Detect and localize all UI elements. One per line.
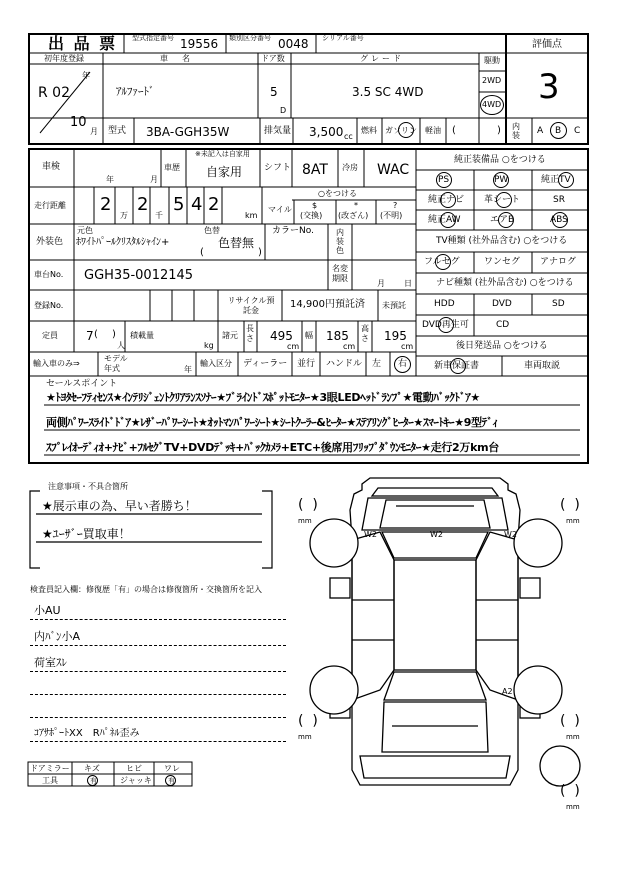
category-number: 0048 [278,37,309,51]
category-label: 類別区分番号 [229,34,271,42]
score-value: 3 [538,67,560,107]
width-value: 185 [326,329,349,343]
color-code-label: カラーNo. [272,226,314,236]
shift-value: 8AT [302,162,328,178]
tread-unit-rl: mm [298,733,312,741]
grade-value: 3.5 SC 4WD [352,85,424,99]
name-change-day: 日 [404,279,412,288]
length-unit: cm [287,342,300,351]
parts-jack: ジャッキ [120,776,152,785]
car-name-label: 車 名 [160,54,193,63]
tamper-symbol: * [354,201,358,210]
unknown-symbol: ? [393,201,398,210]
drive-2wd: 2WD [482,76,502,85]
tv-analog: アナログ [540,257,577,267]
tread-unit-fl: mm [298,517,312,525]
reg-no-label: 登録No. [34,301,64,310]
sales-point-line-3: ｽﾌﾟﾚｲｵｰﾃﾞｨｵ+ﾅﾋﾞ+ﾌﾙｾｸﾞTV+DVDﾃﾞｯｷ+ﾊﾞｯｸｶﾒﾗ+ETC+後席用ﾌﾘｯﾌﾟﾀﾞｳﾝﾓﾆﾀｰ★走行2万km台 [46,441,499,454]
interior-grade-label: 内装 [512,122,520,140]
parts-scratch: キズ [84,764,100,773]
sales-points-label: セールスポイント [46,379,118,389]
standard-equip-label: 純正装備品 ○をつける [454,155,546,165]
mileage-label: 走行距離 [34,201,66,210]
ac-value: WAC [377,162,410,178]
damage-mark-w2-center: W2 [430,530,443,539]
mileage-digit-4: 4 [191,194,203,215]
parts-mirror: ドアミラー [30,764,70,773]
doors-value: 5 [270,85,278,99]
name-change-month: 月 [377,279,385,288]
import-label: 輸入車のみ⇒ [33,359,80,368]
form-title: 出 品 票 [48,34,118,53]
type-cert-number: 19556 [180,37,219,51]
recycle-unpaid: 未預託 [382,301,406,310]
mile-label: マイル [268,205,292,214]
interior-grade-b: B [555,126,562,136]
first-reg-era-year: R 02 [38,85,70,101]
fuel-label: 燃料 [361,126,377,135]
load-label: 積載量 [130,331,154,340]
inspector-label: 検査員記入欄：修復歴「有」の場合は修復箇所・交換箇所を記入 [30,585,262,594]
car-name-value: ｱﾙﾌｧｰﾄﾞ [116,85,155,98]
damage-mark-w2-left: W2 [364,530,377,539]
equip-pw: PW [494,175,509,185]
exterior-color-value: ﾎﾜｲﾄﾊﾟｰﾙｸﾘｽﾀﾙｼｬｲﾝ+ [76,237,170,248]
equip-tv: 純正TV [541,175,571,185]
capacity-value: 7 [86,329,94,343]
handle-label: ハンドル [326,359,363,369]
sales-point-line-2: 両側ﾊﾟﾜｰｽﾗｲﾄﾞﾄﾞｱ★ﾚｻﾞｰﾊﾟﾜｰｼｰﾄ★ｵｯﾄﾏﾝﾊﾟﾜｰｼｰﾄ★ｼｰﾄｸｰﾗｰ&ﾋｰﾀｰ★ｽﾃｱﾘﾝｸﾞﾋｰﾀｰ★ｽﾏｰﾄｷｰ★9型ﾃﾞｨ [46,416,498,429]
equip-abs: ABS [550,215,568,225]
first-reg-month-mark: 月 [90,127,98,136]
shift-label: シフト [264,163,292,173]
tread-bracket-fl: ( ) [298,497,318,513]
model-label: 型式 [108,126,127,136]
equip-ps: PS [438,175,450,185]
chassis-label: 車台No. [34,270,64,279]
notes-label: 注意事項・不具合箇所 [48,482,128,491]
displacement-value: 3,500 [309,125,344,139]
interior-grade-a: A [537,126,544,136]
load-unit: kg [204,341,214,350]
tamper-label: (改ざん) [338,211,369,220]
recycle-value: 14,900円預託済 [290,299,365,310]
serial-label: シリアル番号 [322,34,364,42]
tread-unit-rr: mm [566,733,580,741]
handle-right: 右 [398,359,408,369]
fuel-diesel: 軽油 [425,126,441,135]
interior-grade-c: C [574,126,581,136]
grade-label: グレード [360,54,404,63]
navi-dvd: DVD [492,299,512,309]
import-parallel: 並行 [297,359,316,369]
note-line-2: ★ﾕｰｻﾞｰ買取車！ [42,527,131,541]
fuel-gasoline: ガソリン [385,126,417,135]
drive-label: 駆動 [484,56,500,65]
name-change-label: 名変期限 [332,264,348,283]
capacity-paren-close: ) [112,329,116,340]
parts-crack: ヒビ [126,764,142,773]
parts-tools-status: 有 [90,777,97,785]
chassis-value: GGH35-0012145 [84,268,194,283]
displacement-unit: cc [344,132,353,141]
capacity-unit: 人 [117,341,125,350]
height-unit: cm [401,342,414,351]
parts-break: ワレ [164,764,180,773]
parts-jack-status: 有 [168,777,175,785]
first-reg-month: 10 [70,115,87,130]
navi-hdd: HDD [434,299,455,309]
sales-point-line-1: ★ﾄﾖﾀｾｰﾌﾃｨｾﾝｽ★ｲﾝﾃﾘｼﾞｪﾝﾄｸﾘｱﾗﾝｽｿﾅｰ★ﾌﾞﾗｲﾝﾄﾞｽﾎﾟｯﾄﾓﾆﾀｰ★3眼LEDﾍｯﾄﾞﾗﾝﾌﾟ★電動ﾊﾞｯｸﾄﾞｱ★ [46,391,480,404]
shaken-label: 車検 [42,162,61,172]
mileage-sen-unit: 千 [155,211,163,220]
inspector-line-3: 荷室ｽﾚ [34,656,67,669]
use-label: 車歴 [164,163,180,172]
use-note: ※未記入は自家用 [195,150,250,158]
mileage-digit-5: 2 [208,194,220,215]
tv-type-label: TV種類 (社外品含む) ○をつける [436,236,568,246]
fuel-paren-open: ( [452,125,456,136]
parts-tools: 工具 [42,776,58,785]
capacity-paren-open: ( [94,329,98,340]
ac-label: 冷房 [342,163,358,172]
tread-bracket-rl: ( ) [298,713,318,729]
import-dealer: ディーラー [243,359,288,369]
equip-airbag: エアB [490,215,515,225]
model-year-label: モデル年式 [104,354,128,373]
tv-fullseg: フルセグ [424,257,460,267]
color-change-value: 色替無 [218,236,255,250]
use-value: 自家用 [206,165,243,179]
mileage-km-unit: km [245,211,258,220]
inspector-line-2: 内ﾊﾞﾝ小A [34,630,81,643]
dims-label: 諸元 [222,331,238,340]
damage-mark-a2: A2 [502,687,513,696]
shaken-year-mark: 年 [106,175,114,184]
recycle-label: リサイクル預託金 [227,296,275,315]
height-value: 195 [384,329,407,343]
doors-suffix: D [280,106,287,115]
drive-4wd: 4WD [482,100,502,109]
color-paren-open: ( [200,247,204,258]
equip-sr: SR [553,195,565,205]
first-reg-year-mark: 年 [82,71,90,80]
damage-mark-w2-right: W2 [504,530,517,539]
equip-navi: 純正ナビ [428,195,465,205]
score-label: 評価点 [532,39,562,50]
model-value: 3BA-GGH35W [146,125,230,139]
tread-bracket-rr: ( ) [560,713,580,729]
displacement-label: 排気量 [264,126,292,136]
navi-type-label: ナビ種類 (社外品含む) ○をつける [436,278,574,288]
navi-cd: CD [496,320,510,330]
inspector-line-1: 小AU [34,604,61,617]
length-label: 長さ [246,324,254,343]
tread-bracket-spare: ( ) [560,783,580,799]
equip-leather: 革シート [484,195,521,205]
exterior-color-label: 外装色 [36,237,64,247]
mileage-man-unit: 万 [120,211,128,220]
interior-color-label: 内装色 [336,228,344,255]
length-value: 495 [270,329,293,343]
inspector-line-6: ｺｱｻﾎﾟｰﾄXX Rﾊﾟﾈﾙ歪み [34,728,140,739]
model-year-unit: 年 [184,365,192,374]
docs-label: 後日発送品 ○をつける [456,341,548,351]
mileage-digit-2: 2 [137,194,149,215]
color-change-label: 色替 [204,226,220,235]
note-line-1: ★展示車の為、早い者勝ち！ [42,499,197,513]
mileage-digit-3: 5 [173,194,185,215]
handle-left: 左 [372,359,382,369]
swap-symbol: $ [312,201,318,210]
tread-unit-spare: mm [566,803,580,811]
tread-unit-fr: mm [566,517,580,525]
tread-bracket-fr: ( ) [560,497,580,513]
doors-label: ドア数 [261,54,285,63]
color-original-label: 元色 [77,226,93,235]
unknown-label: (不明) [380,211,403,220]
width-unit: cm [343,342,356,351]
equip-aw: 純正AW [428,215,461,225]
first-reg-label: 初年度登録 [44,54,84,63]
shaken-month-mark: 月 [150,175,158,184]
type-cert-label: 型式指定番号 [132,34,174,42]
height-label: 高さ [361,324,369,343]
import-type-label: 輸入区分 [200,359,232,368]
navi-sd: SD [552,299,565,309]
mileage-mark-note: ○をつける [318,189,357,198]
color-paren-close: ) [258,247,262,258]
tv-oneseg: ワンセグ [484,257,521,267]
mileage-digit-1: 2 [100,194,112,215]
fuel-paren-close: ) [497,125,501,136]
width-label: 幅 [305,331,313,340]
docs-manual: 車両取説 [524,361,561,371]
navi-dvd-play: DVD再生可 [422,320,469,330]
docs-warranty: 新車保証書 [434,361,480,371]
swap-label: (交換) [300,211,323,220]
capacity-label: 定員 [42,331,58,340]
